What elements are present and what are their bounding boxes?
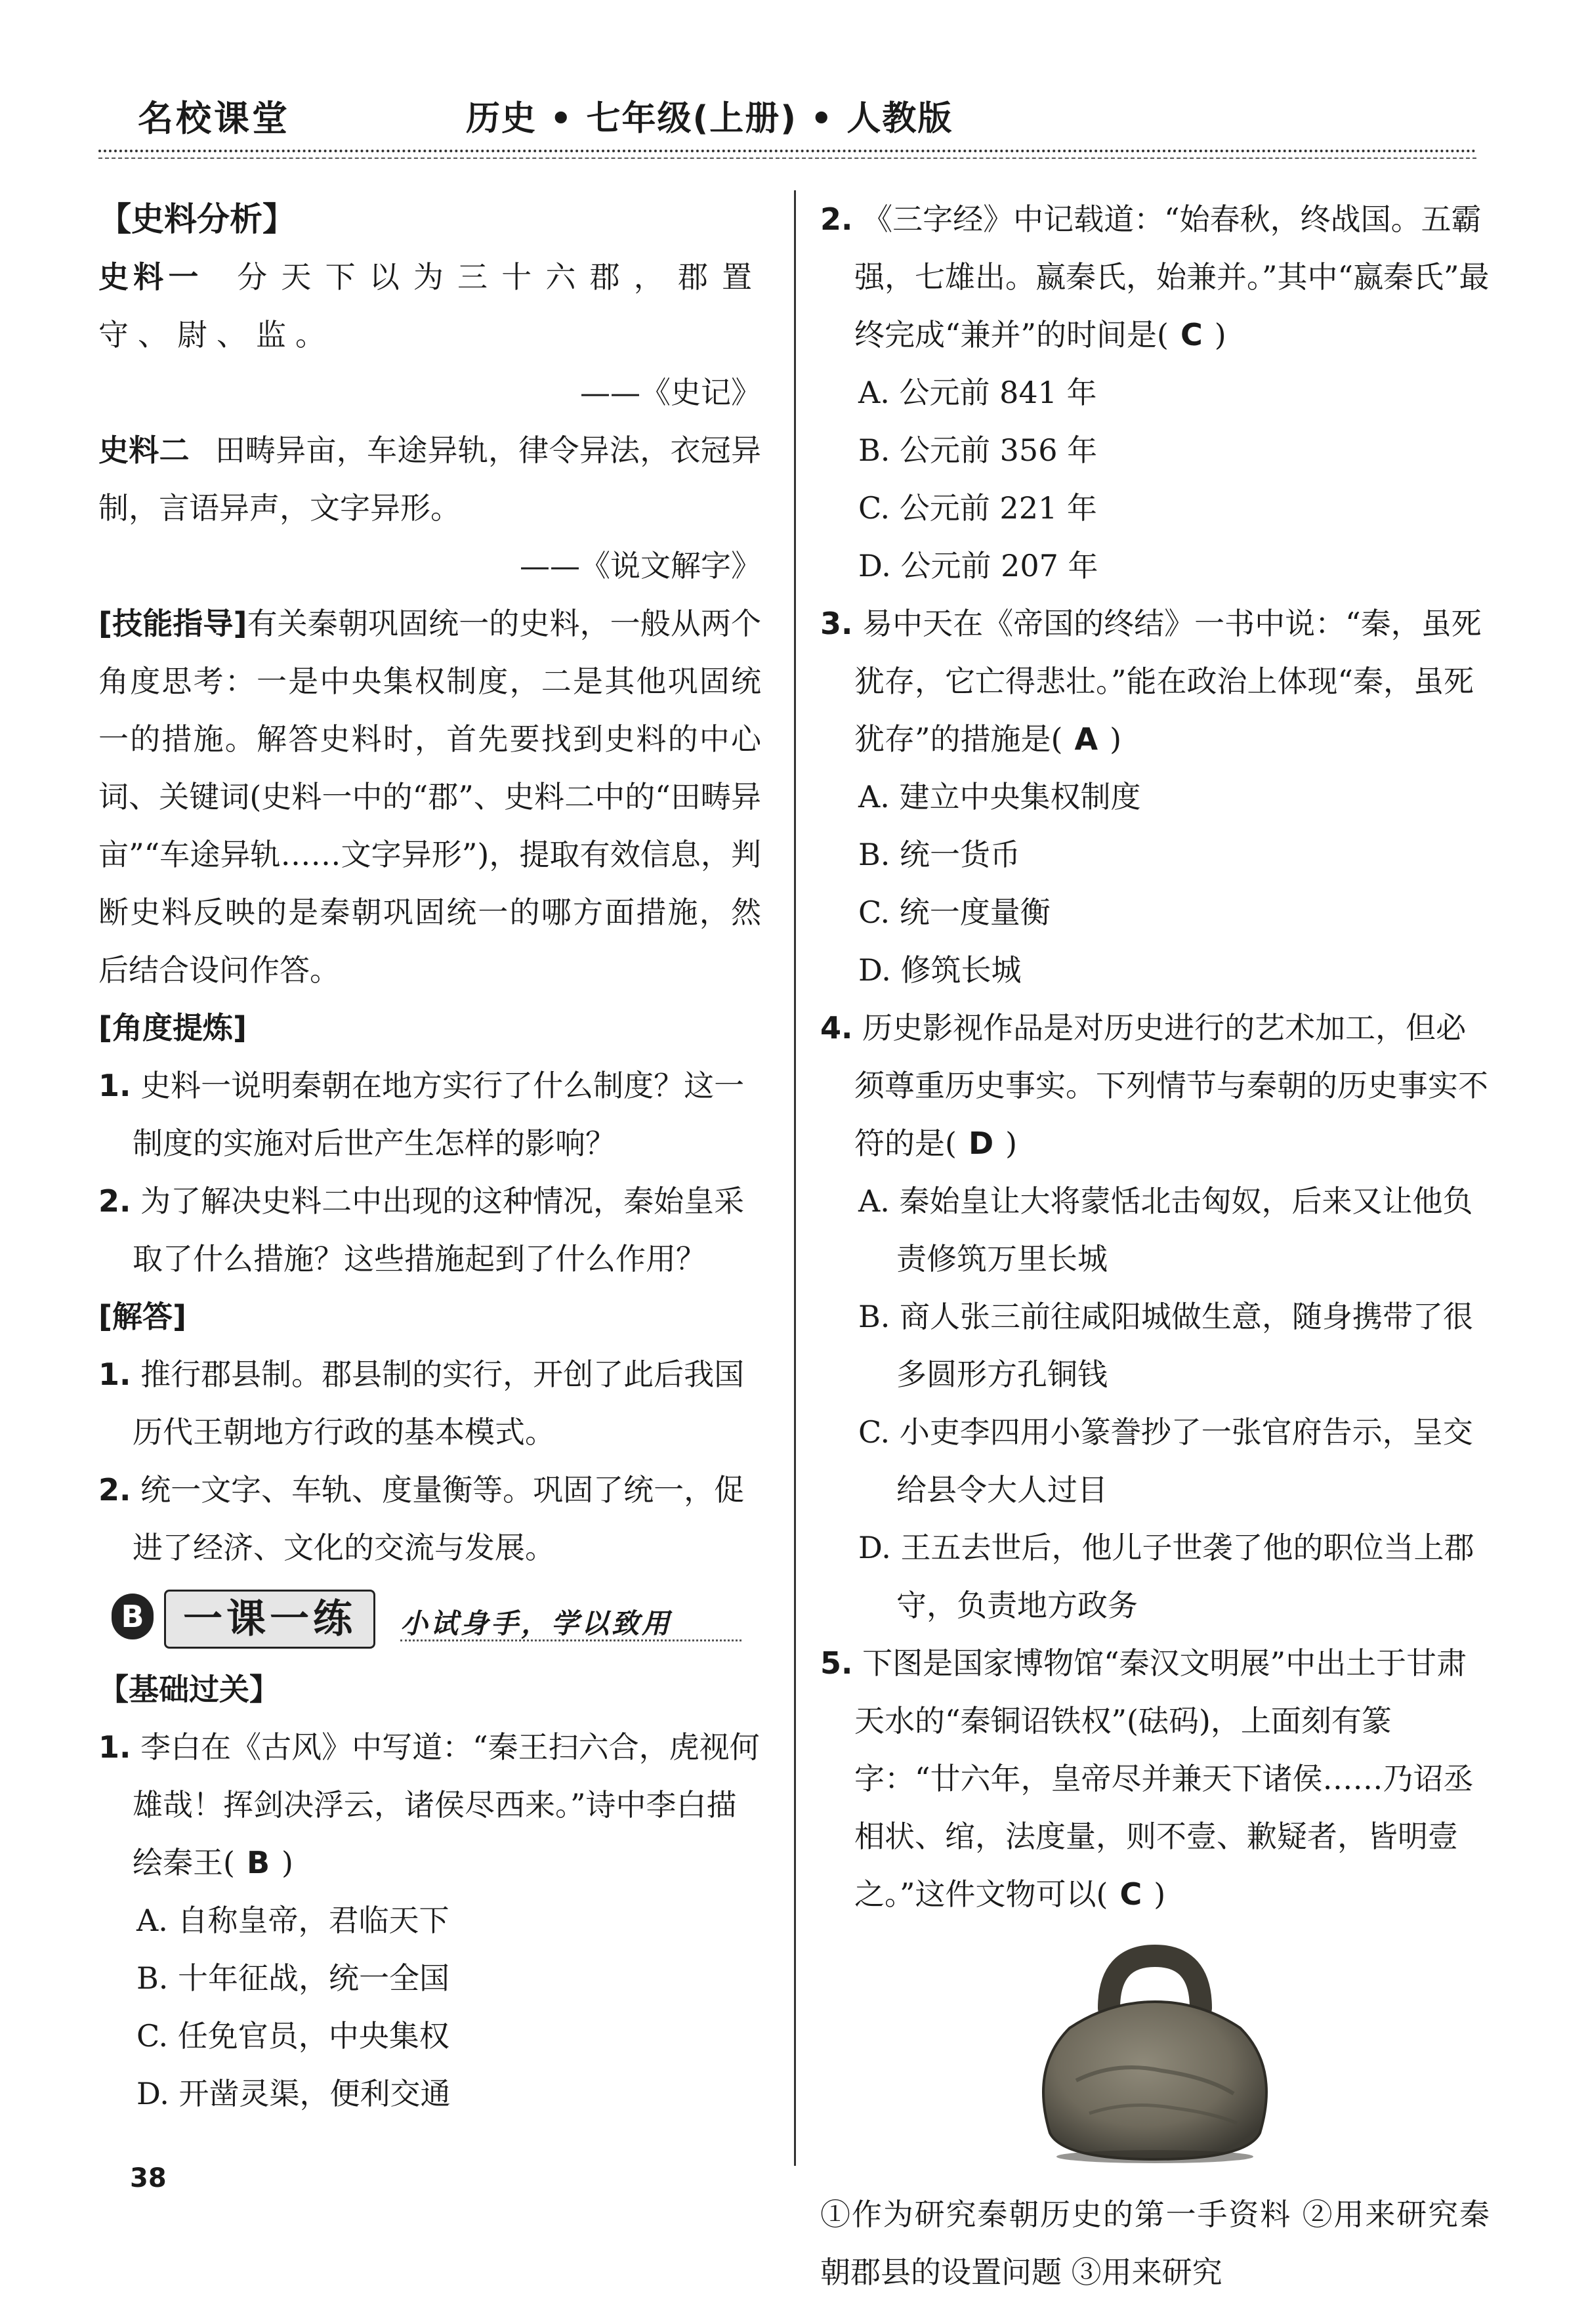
question-5-answer: C <box>1119 1876 1142 1912</box>
question-4-answer: D <box>968 1126 994 1161</box>
question-4 <box>820 999 1490 1172</box>
source-one <box>98 248 761 364</box>
banner-title: 一课一练 <box>164 1590 375 1649</box>
question-3-answer: A <box>1074 721 1098 757</box>
banner-dotted-line <box>400 1639 741 1641</box>
angle-question-2 <box>98 1172 761 1288</box>
question-2-number: 2. <box>820 201 853 237</box>
angle-question-1-number: 1. <box>98 1068 131 1103</box>
section-title-analysis: 【史料分析】 <box>98 200 295 238</box>
question-1-option-a: A. 自称皇帝，君临天下 <box>136 1903 449 1938</box>
source-two-text: 田畴异亩，车途异轨，律令异法，衣冠异制，言语异声，文字异形。 <box>98 433 762 526</box>
question-2-close: ) <box>1214 317 1226 352</box>
question-1-option-b: B. 十年征战，统一全国 <box>136 1960 450 1996</box>
answer-2-number: 2. <box>98 1472 131 1508</box>
question-2 <box>820 190 1490 364</box>
answer-1 <box>98 1345 761 1461</box>
bronze-weight-artifact-image <box>1011 1936 1299 2172</box>
question-4-number: 4. <box>820 1010 853 1046</box>
left-column <box>98 190 761 2123</box>
question-5-number: 5. <box>820 1645 853 1681</box>
question-4-option-a: A. 秦始皇让大将蒙恬北击匈奴，后来又让他负责修筑万里长城 <box>858 1183 1473 1277</box>
question-5-statements: ①作为研究秦朝历史的第一手资料 ②用来研究秦朝郡县的设置问题 ③用来研究 <box>820 2197 1490 2290</box>
answer-2-text: 统一文字、车轨、度量衡等。巩固了统一，促进了经济、文化的交流与发展。 <box>133 1472 745 1565</box>
question-4-text: 历史影视作品是对历史进行的艺术加工，但必须尊重历史事实。下列情节与秦朝的历史事实不符的是( <box>854 1010 1488 1161</box>
question-5-text: 下图是国家博物馆“秦汉文明展”中出土于甘肃天水的“秦铜诏铁权”(砝码)，上面刻有篆字：“廿六年，皇帝尽并兼天下诸侯……乃诏丞相状、绾，法度量，则不壹、歉疑者，皆明壹之。”这件文物可以( <box>854 1645 1474 1912</box>
question-3-close: ) <box>1110 721 1122 757</box>
question-2-answer: C <box>1180 317 1203 352</box>
angle-question-1-text: 史料一说明秦朝在地方实行了什么制度？这一制度的实施对后世产生怎样的影响？ <box>133 1068 745 1161</box>
subject-title: 历史 • 七年级(上册) • 人教版 <box>466 99 953 138</box>
basic-section-label: 【基础过关】 <box>98 1672 280 1707</box>
question-2-text: 《三字经》中记载道：“始春秋，终战国。五霸强，七雄出。嬴秦氏，始兼并。”其中“嬴秦氏”最终完成“兼并”的时间是( <box>854 201 1490 352</box>
column-divider <box>794 190 796 2166</box>
question-4-option-d: D. 王五去世后，他儿子世袭了他的职位当上郡守，负责地方政务 <box>858 1530 1474 1623</box>
angle-question-2-text: 为了解决史料二中出现的这种情况，秦始皇采取了什么措施？这些措施起到了什么作用？ <box>133 1183 745 1277</box>
source-one-label: 史料一 <box>98 259 203 295</box>
question-1-text: 李白在《古风》中写道：“秦王扫六合，虎视何雄哉！挥剑决浮云，诸侯尽西来。”诗中李白描绘秦王( <box>133 1729 760 1880</box>
header-divider-dashed <box>98 158 1476 159</box>
page-header <box>98 91 1483 143</box>
header-divider <box>98 150 1476 152</box>
question-1-answer: B <box>246 1845 270 1880</box>
source-one-text: 分天下以为三十六郡，郡置守、尉、监。 <box>98 259 762 352</box>
brand-title: 名校课堂 <box>138 98 290 139</box>
question-3-option-b: B. 统一货币 <box>858 837 1021 872</box>
question-3 <box>820 595 1490 768</box>
source-two <box>98 421 761 537</box>
skill-guidance-text: 有关秦朝巩固统一的史料，一般从两个角度思考：一是中央集权制度，二是其他巩固统一的措施。解答史料时，首先要找到史料的中心词、关键词(史料一中的“郡”、史料二中的“田畴异亩”“车途异轨……文字异形”)，提取有效信息，判断史料反映的是秦朝巩固统一的哪方面措施，然后结合设问作答。 <box>98 606 762 988</box>
question-3-option-a: A. 建立中央集权制度 <box>858 779 1141 814</box>
answer-2 <box>98 1461 761 1576</box>
question-1-number: 1. <box>98 1729 131 1765</box>
source-two-label: 史料二 <box>98 433 190 468</box>
answer-1-text: 推行郡县制。郡县制的实行，开创了此后我国历代王朝地方行政的基本模式。 <box>133 1357 745 1450</box>
question-1 <box>98 1718 761 1891</box>
question-5 <box>820 1634 1490 1923</box>
question-3-text: 易中天在《帝国的终结》一书中说：“秦，虽死犹存，它亡得悲壮。”能在政治上体现“秦，虽死犹存”的措施是( <box>854 606 1482 757</box>
skill-guidance <box>98 595 761 999</box>
question-4-close: ) <box>1005 1126 1018 1161</box>
question-1-option-c: C. 任免官员，中央集权 <box>136 2018 449 2054</box>
answer-label: [解答] <box>98 1299 187 1334</box>
question-3-option-d: D. 修筑长城 <box>858 952 1022 988</box>
question-4-option-c: C. 小吏李四用小篆誊抄了一张官府告示，呈交给县令大人过目 <box>858 1414 1473 1508</box>
question-2-option-b: B. 公元前 356 年 <box>858 433 1098 468</box>
angle-question-2-number: 2. <box>98 1183 131 1219</box>
page-number: 38 <box>130 2163 167 2193</box>
angle-question-1 <box>98 1057 761 1172</box>
question-2-option-d: D. 公元前 207 年 <box>858 548 1098 583</box>
weight-illustration <box>1011 1936 1299 2172</box>
practice-banner <box>98 1584 761 1657</box>
skill-guidance-label: [技能指导] <box>98 606 247 641</box>
right-column <box>820 190 1490 2301</box>
question-5-close: ) <box>1154 1876 1166 1912</box>
angle-label: [角度提炼] <box>98 1010 247 1046</box>
question-2-option-a: A. 公元前 841 年 <box>858 375 1097 410</box>
question-1-close: ) <box>282 1845 293 1880</box>
question-3-option-c: C. 统一度量衡 <box>858 895 1051 930</box>
question-2-option-c: C. 公元前 221 年 <box>858 490 1097 526</box>
banner-letter-badge: B <box>112 1594 154 1639</box>
answer-1-number: 1. <box>98 1357 131 1392</box>
question-3-number: 3. <box>820 606 853 641</box>
source-two-citation: ——《说文解字》 <box>520 548 761 583</box>
source-one-citation: ——《史记》 <box>580 375 761 410</box>
banner-subtitle: 小试身手，学以致用 <box>400 1607 673 1639</box>
question-1-option-d: D. 开凿灵渠，便利交通 <box>136 2076 451 2111</box>
question-4-option-b: B. 商人张三前往咸阳城做生意，随身携带了很多圆形方孔铜钱 <box>858 1299 1474 1392</box>
